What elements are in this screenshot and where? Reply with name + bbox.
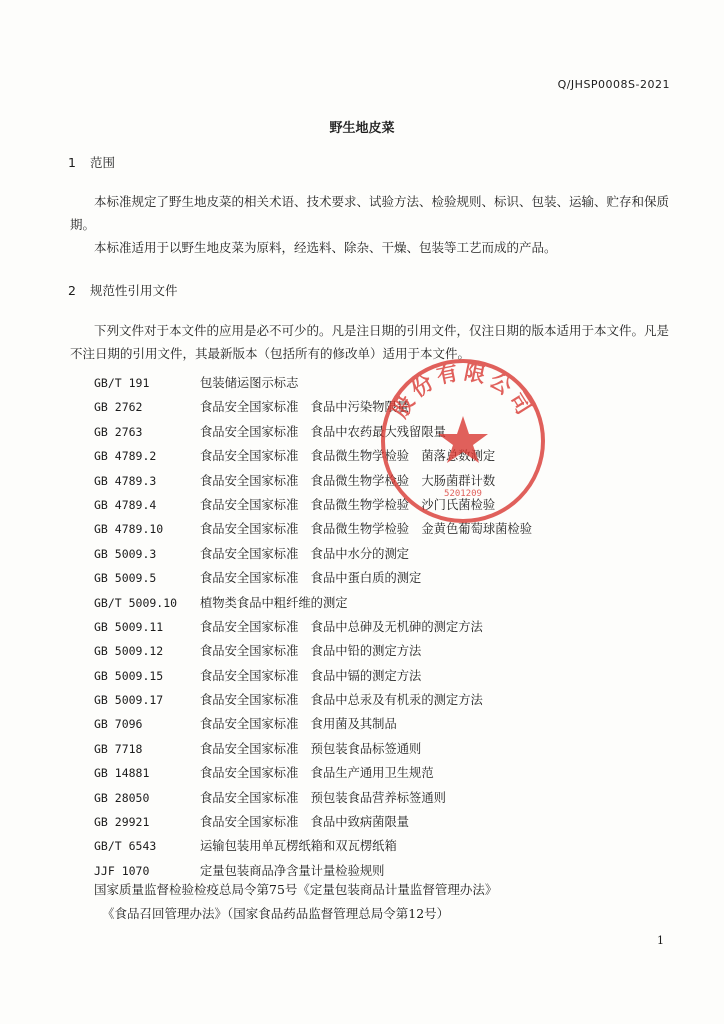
svg-text:5201209: 5201209	[444, 489, 482, 499]
section-title: 范围	[90, 155, 116, 170]
reference-row	[94, 566, 674, 590]
reference-title: 食品安全国家标准 食品中致病菌限量	[200, 815, 410, 830]
reference-code: GB 14881	[94, 766, 150, 781]
paragraph: 本标准规定了野生地皮菜的相关术语、技术要求、试验方法、检验规则、标识、包装、运输、贮存和保质期。	[70, 194, 670, 232]
reference-title: 食品安全国家标准 食品微生物学检验 菌落总数测定	[200, 449, 496, 464]
reference-row	[94, 810, 674, 834]
reference-row	[94, 834, 674, 858]
reference-code: GB 29921	[94, 815, 150, 830]
paragraph: 下列文件对于本文件的应用是必不可少的。凡是注日期的引用文件，仅注日期的版本适用于本文件。凡是不注日期的引用文件，其最新版本（包括所有的修改单）适用于本文件。	[70, 323, 670, 361]
company-seal-stamp	[378, 356, 548, 526]
reference-title: 食品安全国家标准 食品中镉的测定方法	[200, 668, 422, 683]
seal-star-icon	[438, 416, 488, 463]
reference-code: GB 2762	[94, 400, 143, 415]
reference-title: 食品安全国家标准 预包装食品营养标签通则	[200, 790, 446, 805]
reference-title: 食品安全国家标准 食品微生物学检验 大肠菌群计数	[200, 473, 496, 488]
regulation-line: 国家质量监督检验检疫总局令第75号《定量包装商品计量监督管理办法》	[94, 882, 498, 897]
reference-row	[94, 542, 674, 566]
section-number: 2	[68, 283, 76, 298]
svg-text:股份有限公司: 股份有限公司	[386, 358, 540, 422]
reference-code: GB 4789.4	[94, 497, 157, 512]
reference-title: 植物类食品中粗纤维的测定	[200, 595, 348, 610]
reference-code: GB/T 191	[94, 376, 150, 390]
reference-title: 食品安全国家标准 食品生产通用卫生规范	[200, 766, 434, 781]
reference-row	[94, 688, 674, 712]
reference-row	[94, 591, 674, 615]
references-intro	[70, 319, 674, 365]
reference-title: 运输包装用单瓦楞纸箱和双瓦楞纸箱	[200, 839, 397, 854]
reference-title: 食品安全国家标准 食品中总砷及无机砷的测定方法	[200, 619, 483, 634]
scope-text	[70, 190, 674, 259]
reference-code: GB 4789.10	[94, 522, 164, 537]
reference-code: GB 5009.5	[94, 571, 157, 586]
reference-title: 食品安全国家标准 食品微生物学检验 金黄色葡萄球菌检验	[200, 522, 533, 537]
reference-code: JJF 1070	[94, 863, 150, 878]
reference-row	[94, 664, 674, 688]
reference-title: 食品安全国家标准 食品中水分的测定	[200, 546, 410, 561]
reference-code: GB/T 6543	[94, 839, 157, 854]
section-number: 1	[68, 155, 76, 170]
reference-code: GB 5009.11	[94, 619, 164, 634]
reference-code: GB/T 5009.10	[94, 595, 178, 610]
reference-code: GB 5009.17	[94, 693, 164, 708]
reference-title: 食品安全国家标准 食品中农药最大残留限量	[200, 424, 446, 439]
reference-row	[94, 639, 674, 663]
regulation-line: 《食品召回管理办法》（国家食品药品监督管理总局令第12号）	[102, 906, 450, 921]
reference-title: 食品安全国家标准 食品中蛋白质的测定	[200, 571, 422, 586]
reference-code: GB 5009.15	[94, 668, 164, 683]
reference-title: 食品安全国家标准 食品中铅的测定方法	[200, 644, 422, 659]
reference-title: 食品安全国家标准 食品微生物学检验 沙门氏菌检验	[200, 497, 496, 512]
reference-row	[94, 761, 674, 785]
reference-code: GB 4789.2	[94, 449, 157, 464]
reference-title: 食品安全国家标准 预包装食品标签通则	[200, 741, 422, 756]
section-title: 规范性引用文件	[90, 283, 178, 298]
page-number: 1	[657, 934, 664, 947]
reference-code: GB 28050	[94, 790, 150, 805]
document-code: Q/JHSP0008S-2021	[557, 78, 670, 91]
reference-code: GB 5009.3	[94, 546, 157, 561]
reference-code: GB 7718	[94, 741, 143, 756]
reference-row	[94, 712, 674, 736]
paragraph: 本标准适用于以野生地皮菜为原料，经选料、除杂、干燥、包装等工艺而成的产品。	[94, 240, 557, 255]
reference-code: GB 2763	[94, 424, 143, 439]
reference-row	[94, 615, 674, 639]
reference-title: 包装储运图示标志	[200, 376, 299, 390]
reference-title: 定量包装商品净含量计量检验规则	[200, 863, 385, 878]
reference-row	[94, 786, 674, 810]
reference-title: 食品安全国家标准 食品中总汞及有机汞的测定方法	[200, 693, 483, 708]
reference-row	[94, 737, 674, 761]
reference-code: GB 7096	[94, 717, 143, 732]
reference-title: 食品安全国家标准 食品中污染物限量	[200, 400, 410, 415]
section-heading-references	[68, 281, 178, 299]
document-title: 野生地皮菜	[329, 121, 395, 136]
reference-code: GB 4789.3	[94, 473, 157, 488]
reference-code: GB 5009.12	[94, 644, 164, 659]
reference-title: 食品安全国家标准 食用菌及其制品	[200, 717, 397, 732]
section-heading-scope	[68, 153, 115, 171]
